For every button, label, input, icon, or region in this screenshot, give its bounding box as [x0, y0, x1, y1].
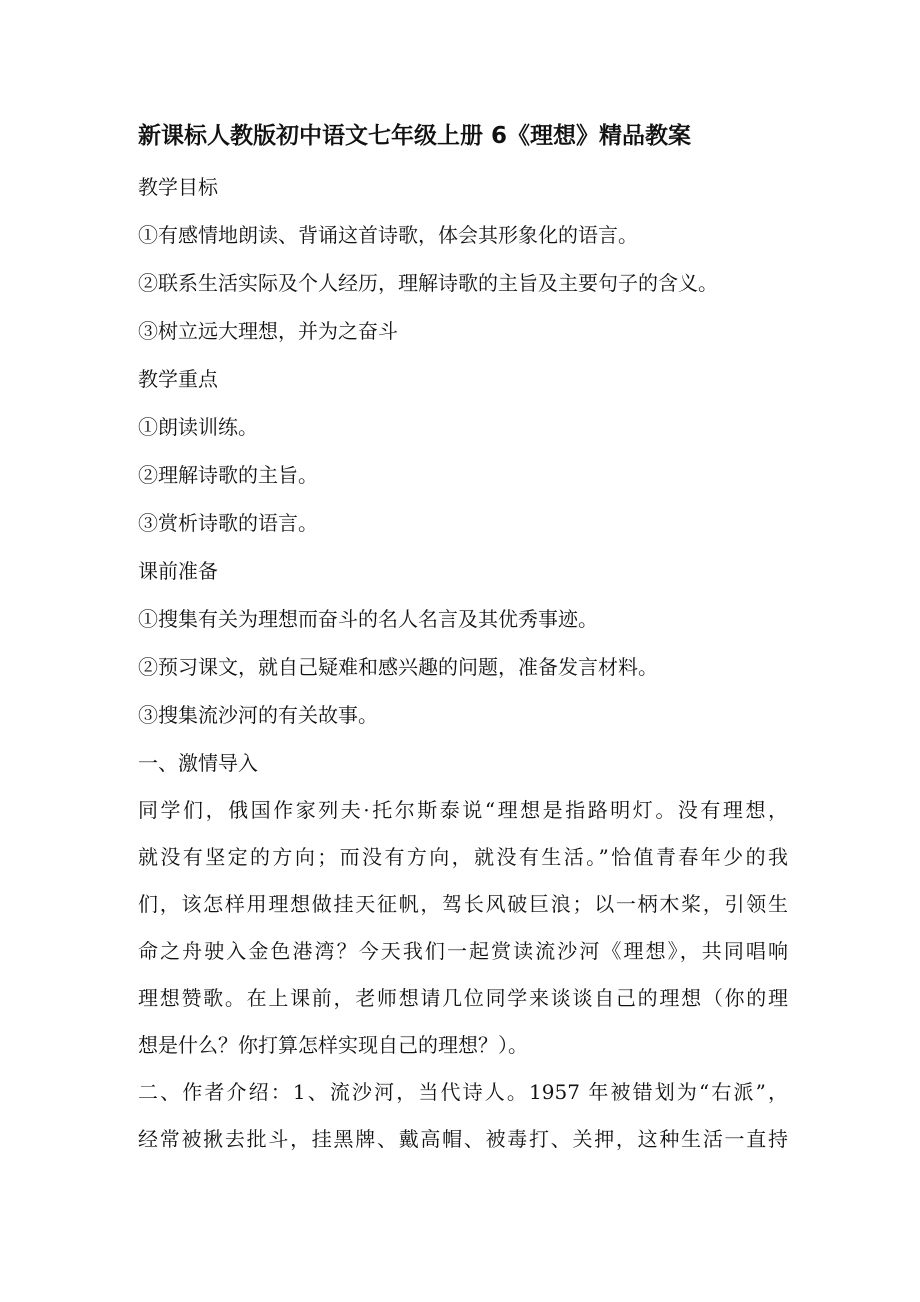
section-author — [138, 1069, 788, 1163]
list-item: ②预习课文，就自己疑难和感兴趣的问题，准备发言材料。 — [138, 655, 658, 679]
paragraph-line: 命之舟驶入金色港湾？今天我们一起赏读流沙河《理想》，共同唱响 — [138, 939, 788, 963]
document-body — [138, 112, 788, 1163]
list-item: ①朗读训练。 — [138, 415, 258, 439]
section-teaching-goals — [138, 163, 788, 355]
section-heading: 教学目标 — [138, 175, 218, 199]
intro-paragraph — [138, 787, 788, 1069]
section-teaching-focus — [138, 355, 788, 547]
author-paragraph — [138, 1069, 788, 1163]
list-item: ①搜集有关为理想而奋斗的名人名言及其优秀事迹。 — [138, 607, 598, 631]
list-item: ③搜集流沙河的有关故事。 — [138, 703, 378, 727]
list-item: ②理解诗歌的主旨。 — [138, 463, 318, 487]
paragraph-line: 经常被揪去批斗，挂黑牌、戴高帽、被毒打、关押，这种生活一直持 — [138, 1127, 788, 1151]
section-heading: 一、激情导入 — [138, 751, 258, 775]
section-introduction — [138, 739, 788, 1069]
document-title: 新课标人教版初中语文七年级上册 6《理想》精品教案 — [138, 123, 692, 149]
section-preparation — [138, 547, 788, 739]
section-heading: 教学重点 — [138, 367, 218, 391]
list-item: ①有感情地朗读、背诵这首诗歌，体会其形象化的语言。 — [138, 223, 638, 247]
list-item: ③赏析诗歌的语言。 — [138, 511, 318, 535]
paragraph-line: 就没有坚定的方向；而没有方向，就没有生活。”恰值青春年少的我 — [138, 845, 788, 869]
paragraph-line: 理想赞歌。在上课前，老师想请几位同学来谈谈自己的理想（你的理 — [138, 986, 788, 1010]
list-item: ②联系生活实际及个人经历，理解诗歌的主旨及主要句子的含义。 — [138, 271, 718, 295]
paragraph-line: 想是什么？你打算怎样实现自己的理想？）。 — [138, 1033, 528, 1057]
paragraph-line: 们，该怎样用理想做挂天征帆，驾长风破巨浪；以一柄木桨，引领生 — [138, 892, 788, 916]
section-heading: 课前准备 — [138, 559, 218, 583]
paragraph-line: 同学们，俄国作家列夫·托尔斯泰说“理想是指路明灯。没有理想， — [138, 798, 788, 822]
paragraph-line: 二、作者介绍：1、流沙河，当代诗人。1957 年被错划为“右派”， — [138, 1080, 788, 1104]
list-item: ③树立远大理想，并为之奋斗 — [138, 319, 398, 343]
